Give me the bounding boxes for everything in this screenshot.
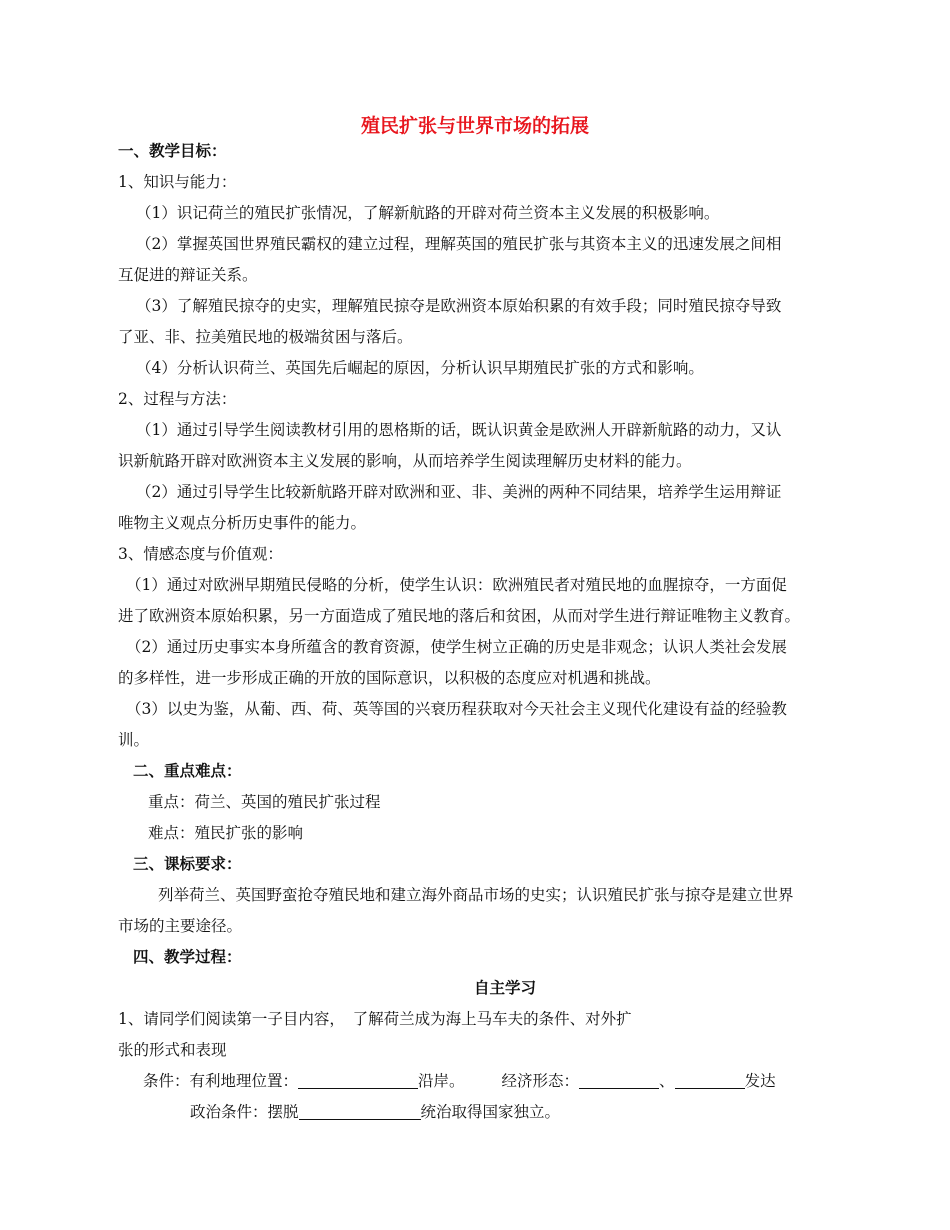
political-suffix: 统治取得国家独立。	[420, 1103, 561, 1121]
economy-blank-2[interactable]	[675, 1073, 745, 1089]
page-title: 殖民扩张与世界市场的拓展	[360, 115, 589, 137]
paragraph-line: 的多样性，进一步形成正确的开放的国际意识，以积极的态度应对机遇和挑战。	[118, 669, 661, 687]
key-point: 重点：荷兰、英国的殖民扩张过程	[148, 793, 381, 811]
paragraph-line: （4）分析认识荷兰、英国先后崛起的原因，分析认识早期殖民扩张的方式和影响。	[136, 359, 704, 377]
paragraph-line: 训。	[118, 731, 150, 749]
subheading-knowledge: 1、知识与能力：	[118, 173, 237, 191]
economy-blank-1[interactable]	[579, 1073, 659, 1089]
subheading-process: 2、过程与方法：	[118, 390, 237, 408]
paragraph-line: （1）识记荷兰的殖民扩张情况，了解新航路的开辟对荷兰资本主义发展的积极影响。	[136, 204, 720, 222]
paragraph-line: 市场的主要途径。	[118, 917, 243, 935]
geography-blank[interactable]	[298, 1073, 418, 1089]
paragraph-line: 唯物主义观点分析历史事件的能力。	[118, 514, 367, 532]
paragraph-line: （2）掌握英国世界殖民霸权的建立过程，理解英国的殖民扩张与其资本主义的迅速发展之间相	[136, 235, 782, 253]
paragraph-line: （1）通过引导学生阅读教材引用的恩格斯的话，既认识黄金是欧洲人开辟新航路的动力，又认	[136, 421, 782, 439]
section-heading-keypoints: 二、重点难点：	[133, 761, 242, 780]
difficult-point: 难点：殖民扩张的影响	[148, 824, 304, 842]
political-label: 政治条件：摆脱	[190, 1103, 299, 1121]
paragraph-line: 识新航路开辟对欧洲资本主义发展的影响，从而培养学生阅读理解历史材料的能力。	[118, 452, 692, 470]
political-blank[interactable]	[299, 1104, 421, 1120]
paragraph-line: （3）了解殖民掠夺的史实，理解殖民掠夺是欧洲资本原始积累的有效手段；同时殖民掠夺导致	[136, 297, 782, 315]
paragraph-line: （1）通过对欧洲早期殖民侵略的分析，使学生认识：欧洲殖民者对殖民地的血腥掠夺，一方面促	[126, 576, 787, 594]
economy-label: 经济形态：	[501, 1072, 580, 1090]
subsection-title: 自主学习	[473, 978, 536, 997]
economy-separator: 、	[659, 1072, 675, 1090]
section-heading-standards: 三、课标要求：	[133, 854, 242, 873]
paragraph-line: 互促进的辩证关系。	[118, 266, 258, 284]
paragraph-line: （2）通过历史事实本身所蕴含的教育资源，使学生树立正确的历史是非观念；认识人类社会发展	[126, 638, 787, 656]
condition-row	[143, 1071, 776, 1091]
geography-suffix: 沿岸。	[418, 1072, 465, 1090]
political-row	[190, 1102, 560, 1122]
paragraph-line: 了亚、非、拉美殖民地的极端贫困与落后。	[118, 328, 413, 346]
geography-label: 条件：有利地理位置：	[143, 1072, 299, 1090]
economy-suffix: 发达	[744, 1072, 776, 1090]
paragraph-line: 列举荷兰、英国野蛮抢夺殖民地和建立海外商品市场的史实；认识殖民扩张与掠夺是建立世界	[158, 886, 794, 904]
subheading-values: 3、情感态度与价值观：	[118, 545, 283, 563]
paragraph-line: （3）以史为鉴，从葡、西、荷、英等国的兴衰历程获取对今天社会主义现代化建设有益的经验教	[126, 700, 787, 718]
section-heading-process: 四、教学过程：	[133, 947, 242, 966]
section-heading-objectives: 一、教学目标：	[118, 141, 227, 160]
question-line: 1、请同学们阅读第一子目内容， 了解荷兰成为海上马车夫的条件、对外扩	[118, 1010, 632, 1028]
question-line: 张的形式和表现	[118, 1041, 227, 1059]
paragraph-line: 进了欧洲资本原始积累，另一方面造成了殖民地的落后和贫困，从而对学生进行辩证唯物主义教育。	[118, 607, 801, 625]
paragraph-line: （2）通过引导学生比较新航路开辟对欧洲和亚、非、美洲的两种不同结果，培养学生运用辩证	[136, 483, 782, 501]
